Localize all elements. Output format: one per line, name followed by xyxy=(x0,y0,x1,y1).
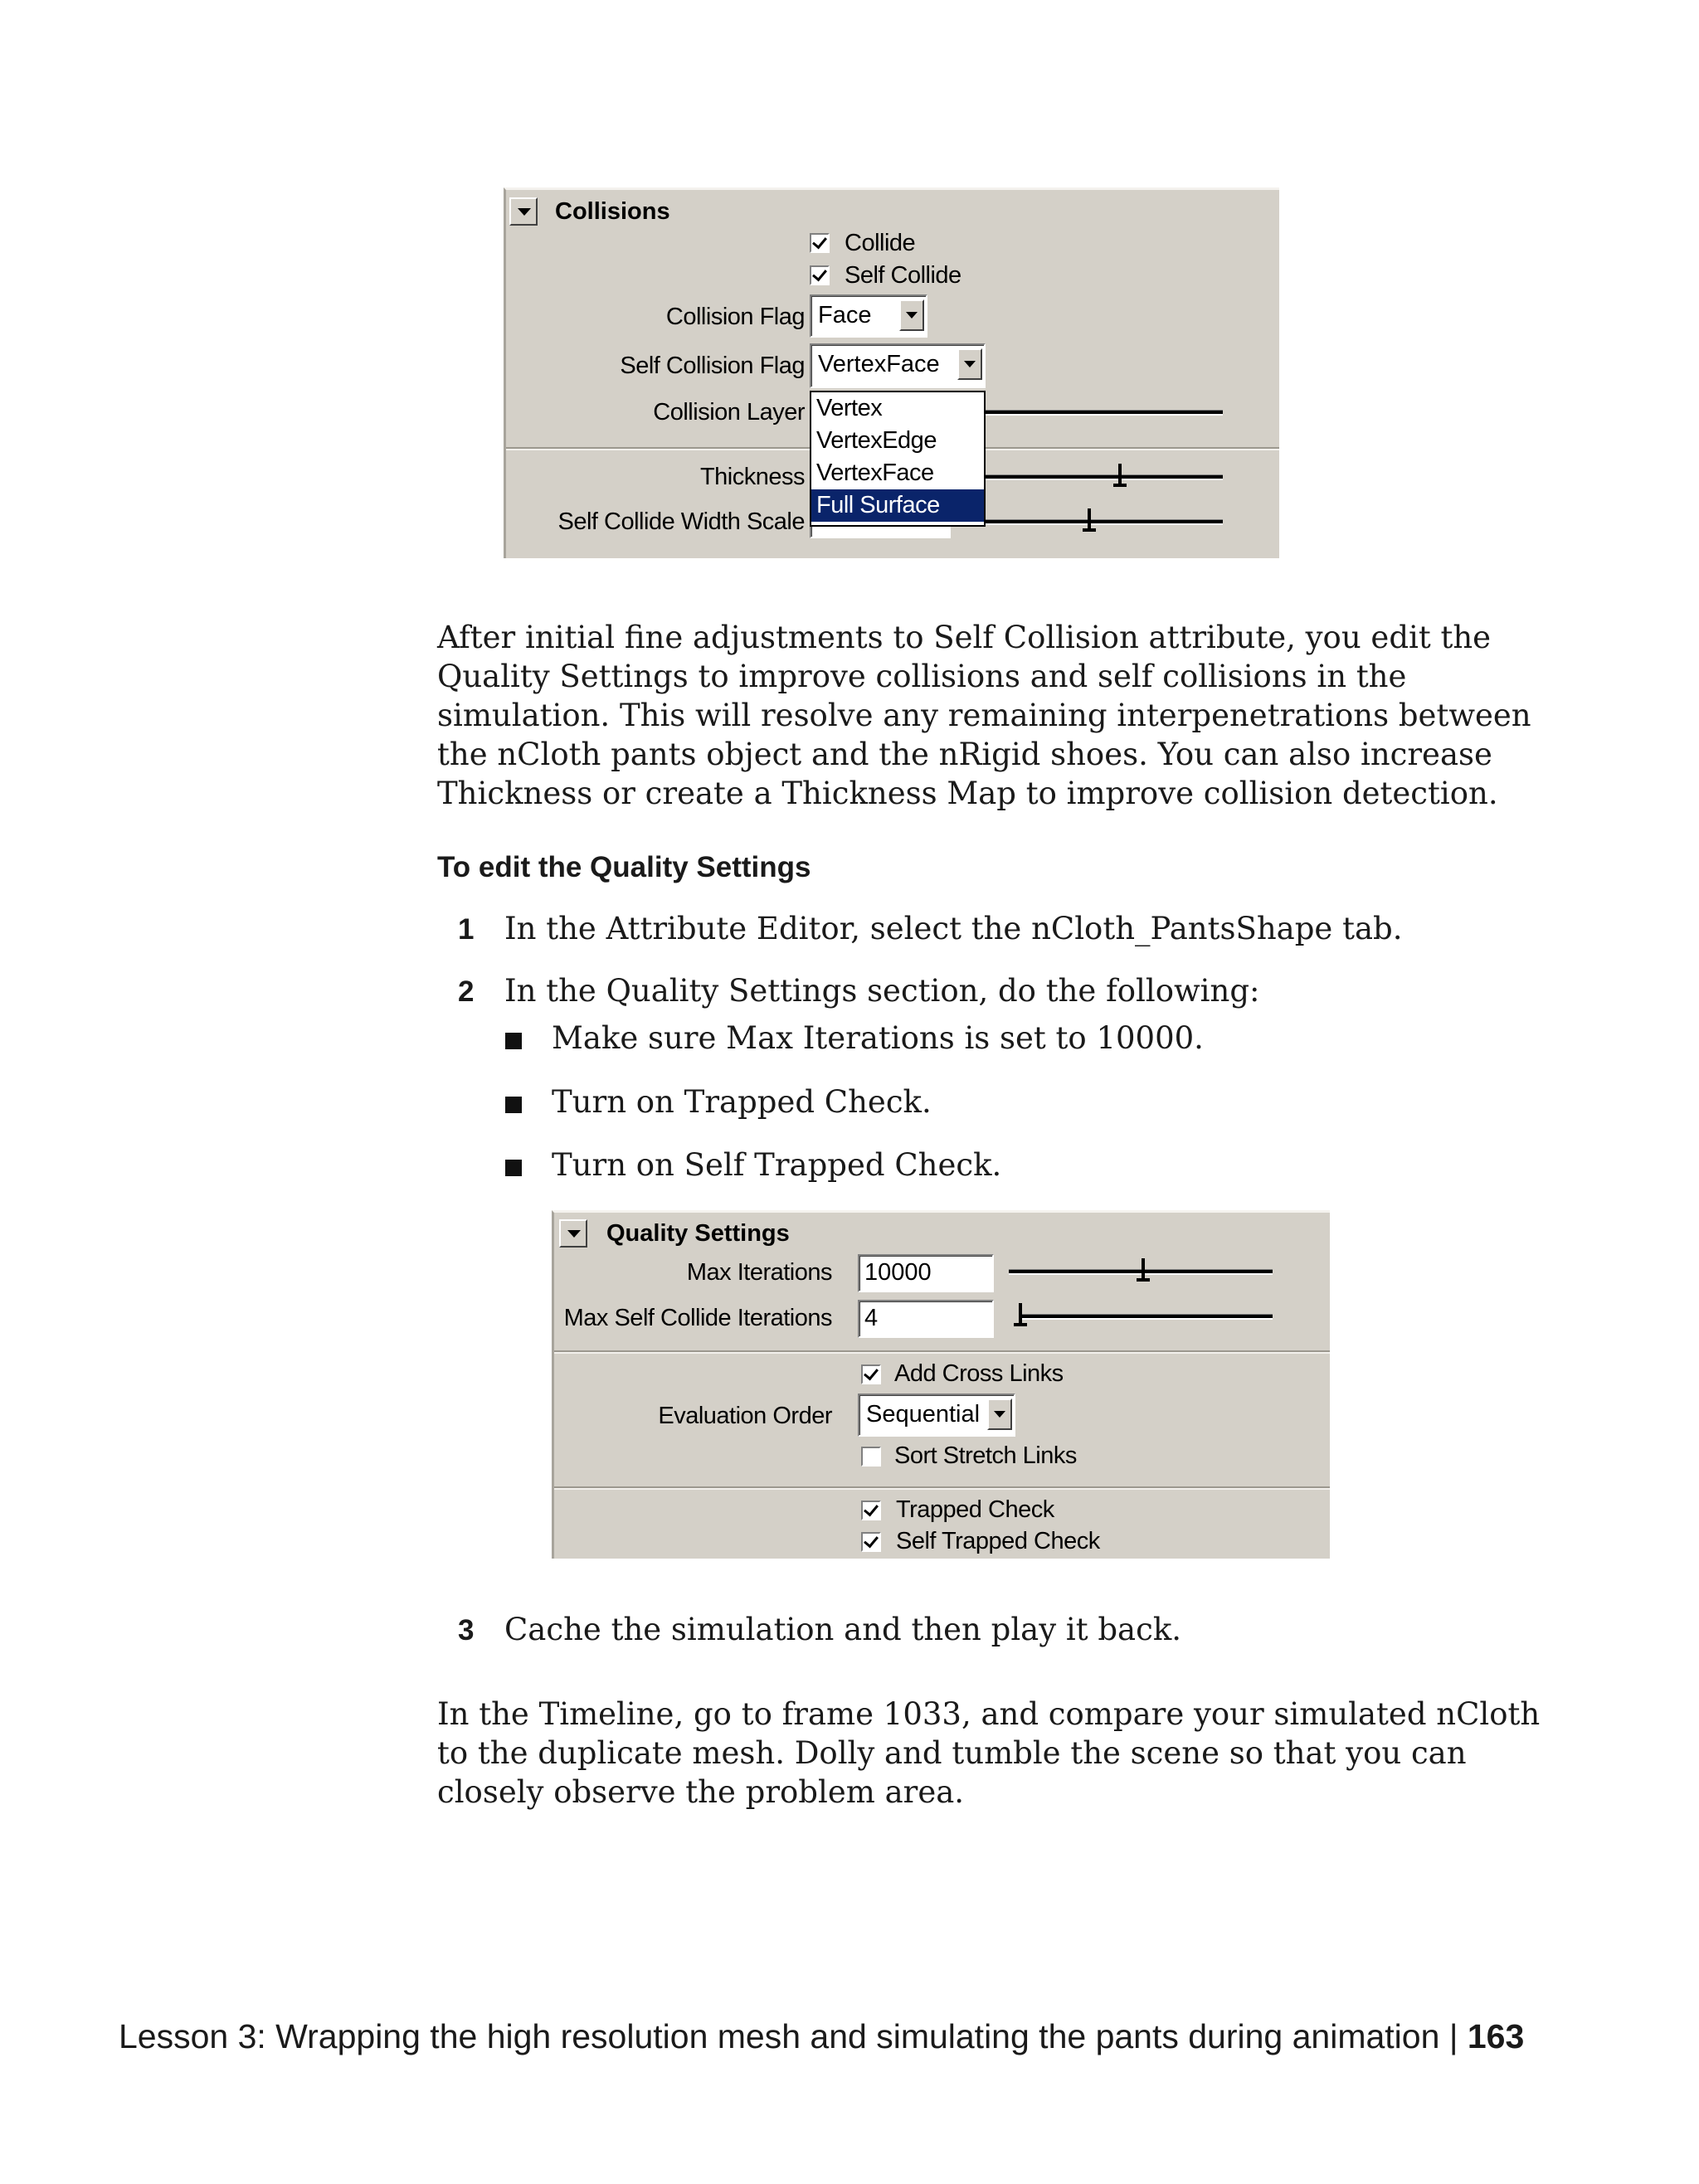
chevron-down-icon[interactable] xyxy=(957,348,982,380)
quality-settings-header: Quality Settings xyxy=(606,1220,790,1247)
dropdown-option-vertex[interactable]: Vertex xyxy=(816,395,883,421)
intro-paragraph: After initial fine adjustments to Self Collision attribute, you edit the Quality Settings to improve collisions and self collisions in the simulation. This will resolve any remaining interpenetrations between the nCloth pants object and the nRigid shoes. You can also increase Thickness or create a Thickness Map to improve collision detection. xyxy=(437,620,1531,811)
trapped-check-checkbox[interactable] xyxy=(861,1501,881,1520)
page-footer xyxy=(119,2017,1524,2056)
step-text: In the Quality Settings section, do the following: xyxy=(504,973,1260,1009)
sort-stretch-links-label: Sort Stretch Links xyxy=(894,1442,1077,1469)
self-collide-width-scale-slider-track[interactable] xyxy=(979,519,1223,525)
step-text: In the Attribute Editor, select the nCloth_PantsShape tab. xyxy=(504,911,1403,946)
bullet-text: Make sure Max Iterations is set to 10000. xyxy=(552,1020,1204,1056)
bullet-text: Turn on Self Trapped Check. xyxy=(552,1147,1002,1183)
evaluation-order-select[interactable] xyxy=(858,1394,1015,1437)
evaluation-order-label: Evaluation Order xyxy=(658,1403,832,1429)
step-number: 2 xyxy=(458,975,475,1008)
max-self-collide-iterations-slider-track[interactable] xyxy=(1019,1314,1273,1320)
thickness-label: Thickness xyxy=(699,464,805,490)
self-collision-flag-select[interactable] xyxy=(810,343,986,388)
footer-separator: | xyxy=(1448,2017,1458,2055)
bullet-text: Turn on Trapped Check. xyxy=(552,1084,932,1120)
max-iterations-field[interactable]: 10000 xyxy=(858,1254,994,1292)
dropdown-option-full-surface[interactable]: Full Surface xyxy=(811,489,984,522)
section-divider xyxy=(554,1350,1330,1354)
self-collide-width-scale-label: Self Collide Width Scale xyxy=(557,508,805,535)
dropdown-option-vertexedge[interactable]: VertexEdge xyxy=(816,427,937,454)
section-divider xyxy=(554,1486,1330,1490)
collision-flag-value: Face xyxy=(818,302,872,328)
self-collision-flag-dropdown[interactable] xyxy=(810,391,986,527)
add-cross-links-checkbox[interactable] xyxy=(861,1364,881,1384)
sort-stretch-links-checkbox[interactable] xyxy=(861,1447,881,1467)
collapse-arrow-icon[interactable] xyxy=(509,197,538,226)
collision-layer-slider-track[interactable] xyxy=(979,410,1223,416)
self-collide-checkbox[interactable] xyxy=(810,265,830,285)
evaluation-order-value: Sequential xyxy=(866,1401,981,1428)
max-iterations-slider-thumb[interactable] xyxy=(1137,1258,1150,1282)
self-trapped-check-checkbox[interactable] xyxy=(861,1532,881,1552)
step-text: Cache the simulation and then play it back. xyxy=(504,1612,1182,1647)
page-number: 163 xyxy=(1467,2017,1525,2055)
max-iterations-label: Max Iterations xyxy=(686,1259,832,1286)
thickness-slider-thumb[interactable] xyxy=(1113,464,1127,487)
footer-lesson-title: Lesson 3: Wrapping the high resolution mesh and simulating the pants during animation xyxy=(119,2017,1440,2055)
bullet-icon xyxy=(505,1160,522,1176)
dropdown-option-vertexface[interactable]: VertexFace xyxy=(816,460,934,486)
collisions-panel xyxy=(504,187,1279,558)
self-collide-width-scale-slider-thumb[interactable] xyxy=(1083,508,1096,532)
self-collision-flag-value: VertexFace xyxy=(818,351,940,377)
collision-layer-label: Collision Layer xyxy=(653,399,805,426)
trapped-check-label: Trapped Check xyxy=(896,1496,1054,1523)
add-cross-links-label: Add Cross Links xyxy=(894,1360,1064,1387)
closing-paragraph: In the Timeline, go to frame 1033, and compare your simulated nCloth to the duplicate mesh. Dolly and tumble the scene so that you can closely observe the problem area. xyxy=(437,1696,1541,1810)
procedure-title: To edit the Quality Settings xyxy=(437,851,811,883)
self-collision-flag-label: Self Collision Flag xyxy=(620,353,805,379)
step-number: 3 xyxy=(458,1614,475,1647)
collision-flag-label: Collision Flag xyxy=(665,304,805,330)
collide-label: Collide xyxy=(845,230,916,256)
max-self-collide-iterations-slider-thumb[interactable] xyxy=(1014,1303,1027,1326)
chevron-down-icon[interactable] xyxy=(987,1398,1012,1430)
collapse-arrow-icon[interactable] xyxy=(559,1219,587,1248)
bullet-icon xyxy=(505,1097,522,1113)
chevron-down-icon[interactable] xyxy=(899,299,924,331)
quality-settings-panel xyxy=(552,1210,1330,1559)
step-number: 1 xyxy=(458,913,475,946)
thickness-slider-track[interactable] xyxy=(979,474,1223,480)
max-self-collide-iterations-label: Max Self Collide Iterations xyxy=(563,1305,832,1331)
bullet-icon xyxy=(505,1033,522,1049)
self-collide-label: Self Collide xyxy=(845,262,961,289)
max-self-collide-iterations-field[interactable]: 4 xyxy=(858,1300,994,1338)
collide-checkbox[interactable] xyxy=(810,233,830,253)
collision-flag-select[interactable] xyxy=(810,294,927,338)
collisions-header: Collisions xyxy=(555,198,670,225)
self-trapped-check-label: Self Trapped Check xyxy=(896,1528,1100,1554)
